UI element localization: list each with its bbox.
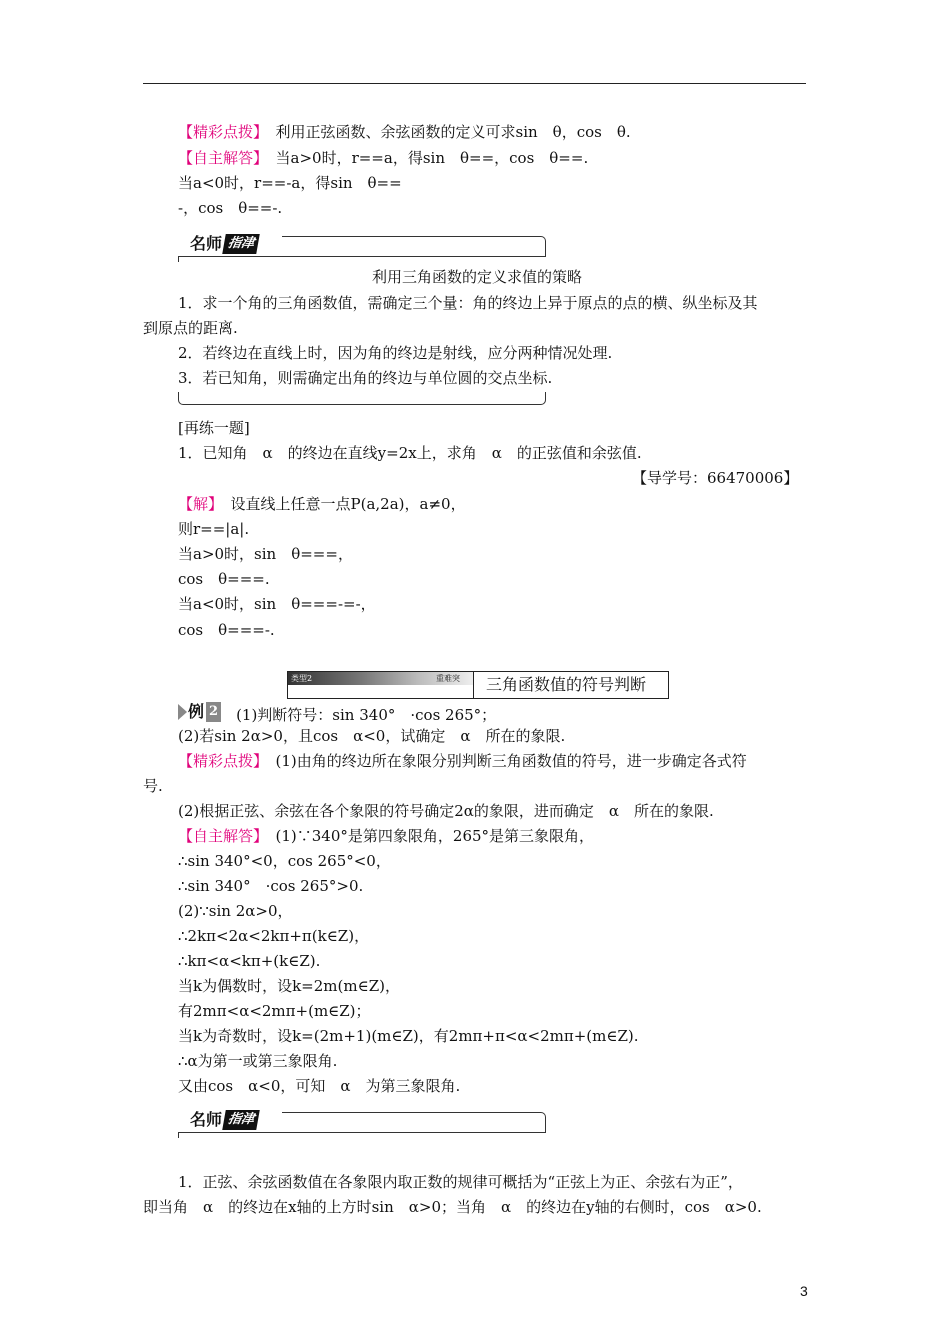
header-rule [143, 83, 806, 84]
tip-p3: 3．若已知角，则需确定出角的终边与单位圆的交点坐标. [178, 369, 553, 387]
example-badge-number: 2 [206, 702, 221, 722]
tip-badge-2-highlight: 指津 [222, 1110, 260, 1130]
example-answer-10: ∴α为第一或第三象限角. [178, 1052, 338, 1070]
example-answer-5: ∴2kπ<2α<2kπ+π(k∈Z)， [178, 927, 370, 945]
tip-badge-2-rule [282, 1112, 540, 1113]
example-badge-text: 例 [188, 702, 205, 721]
example-answer-2: ∴sin 340°<0，cos 265°<0， [178, 852, 391, 870]
type-title: 三角函数值的符号判断 [486, 675, 647, 694]
example-answer-8: 有2mπ<α<2mπ+(m∈Z)； [178, 1002, 371, 1020]
example-hint-text: (1)由角的终边所在象限分别判断三角函数值的符号，进一步确定各式符 [260, 752, 747, 770]
solution-tag: 【解】 [178, 495, 216, 513]
tip-box-left-tick [178, 256, 185, 262]
hint-line [178, 122, 631, 142]
type-label: 类型2 [291, 674, 313, 683]
page-number: 3 [800, 1283, 808, 1299]
solution-line-2: 则r==|a|. [178, 520, 250, 538]
tip-badge-2 [188, 1110, 260, 1130]
tip-box-bottom [178, 392, 546, 406]
example-hint-2: (2)根据正弦、余弦在各个象限的符号确定2α的象限，进而确定 α 所在的象限. [178, 802, 714, 820]
example-line-1 [178, 702, 496, 725]
example-answer-tag: 【自主解答】 [178, 827, 261, 845]
example-arrow-icon [178, 704, 187, 720]
example-answer-4: (2)∵sin 2α>0， [178, 902, 293, 920]
example-badge [178, 702, 221, 722]
example-answer-11: 又由cos α<0，可知 α 为第三象限角. [178, 1077, 461, 1095]
practice-reference: 【导学号：66470006】 [632, 469, 799, 487]
example-answer-9: 当k为奇数时，设k=(2m+1)(m∈Z)，有2mπ+π<α<2mπ+(m∈Z). [178, 1027, 639, 1045]
solution-text: 设直线上任意一点P(a,2a)，a≠0， [215, 495, 466, 513]
tip-badge-rule [282, 236, 540, 237]
tip-box-bar [178, 256, 546, 257]
answer-line [178, 148, 588, 168]
tip2-p1: 1．正弦、余弦函数值在各象限内取正数的规律可概括为“正弦上为正、余弦右为正”， [178, 1173, 743, 1191]
practice-heading: [再练一题] [178, 419, 250, 437]
tip-title: 利用三角函数的定义求值的策略 [372, 268, 583, 286]
solution-line-5: 当a<0时，sin θ===-=-， [178, 595, 376, 613]
example-q2: (2)若sin 2α>0，且cos α<0，试确定 α 所在的象限. [178, 727, 566, 745]
tip-p1: 1．求一个角的三角函数值，需确定三个量：角的终边上异于原点的点的横、纵坐标及其 [178, 294, 758, 312]
tip-badge-highlight: 指津 [222, 234, 260, 254]
answer-line-4: -，cos θ==-. [178, 199, 283, 217]
solution-line-3: 当a>0时，sin θ===， [178, 545, 353, 563]
tip-box-bottom-bar [184, 404, 540, 405]
example-answer-3: ∴sin 340° ·cos 265°>0. [178, 877, 364, 895]
tip-box-2-bar [178, 1132, 546, 1133]
type-header-divider [473, 672, 474, 698]
example-answer-6: ∴kπ<α<kπ+(k∈Z). [178, 952, 321, 970]
type-header [287, 671, 669, 699]
answer-tag: 【自主解答】 [178, 149, 261, 167]
hint-text: 利用正弦函数、余弦函数的定义可求sin θ，cos θ. [260, 123, 631, 141]
type-label-right: 重难突 [436, 674, 460, 683]
tip-box-2-corner [539, 1112, 546, 1133]
example-hint-tag: 【精彩点拨】 [178, 752, 261, 770]
tip-box-corner [539, 236, 546, 257]
example-q1: (1)判断符号：sin 340° ·cos 265°； [221, 706, 497, 724]
solution-line [178, 494, 466, 514]
tip-p1-cont: 到原点的距离. [143, 319, 238, 337]
practice-question: 1．已知角 α 的终边在直线y=2x上，求角 α 的正弦值和余弦值. [178, 444, 642, 462]
tip-box-2-left-tick [178, 1132, 185, 1138]
solution-line-6: cos θ===-. [178, 621, 275, 639]
tip2-p1-cont: 即当角 α 的终边在x轴的上方时sin α>0；当角 α 的终边在y轴的右侧时，cos α>0. [143, 1198, 762, 1216]
tip-badge-text: 名师 [190, 234, 223, 253]
tip-box-top [178, 234, 546, 258]
tip-box-2-top [178, 1110, 546, 1134]
solution-line-4: cos θ===. [178, 570, 270, 588]
answer-text: 当a>0时，r==a，得sin θ==，cos θ==. [260, 149, 589, 167]
tip-p2: 2．若终边在直线上时，因为角的终边是射线，应分两种情况处理. [178, 344, 613, 362]
example-hint-cont: 号. [143, 777, 163, 795]
tip-box-bottom-right [539, 392, 546, 405]
tip-badge-2-text: 名师 [190, 1110, 223, 1129]
example-hint-line [178, 751, 747, 771]
example-answer-7: 当k为偶数时，设k=2m(m∈Z)， [178, 977, 400, 995]
hint-tag: 【精彩点拨】 [178, 123, 261, 141]
example-answer-text: (1)∵340°是第四象限角，265°是第三象限角， [260, 827, 595, 845]
answer-line-3: 当a<0时，r==-a，得sin θ== [178, 174, 402, 192]
tip-badge [188, 234, 260, 254]
example-answer-line [178, 826, 594, 846]
